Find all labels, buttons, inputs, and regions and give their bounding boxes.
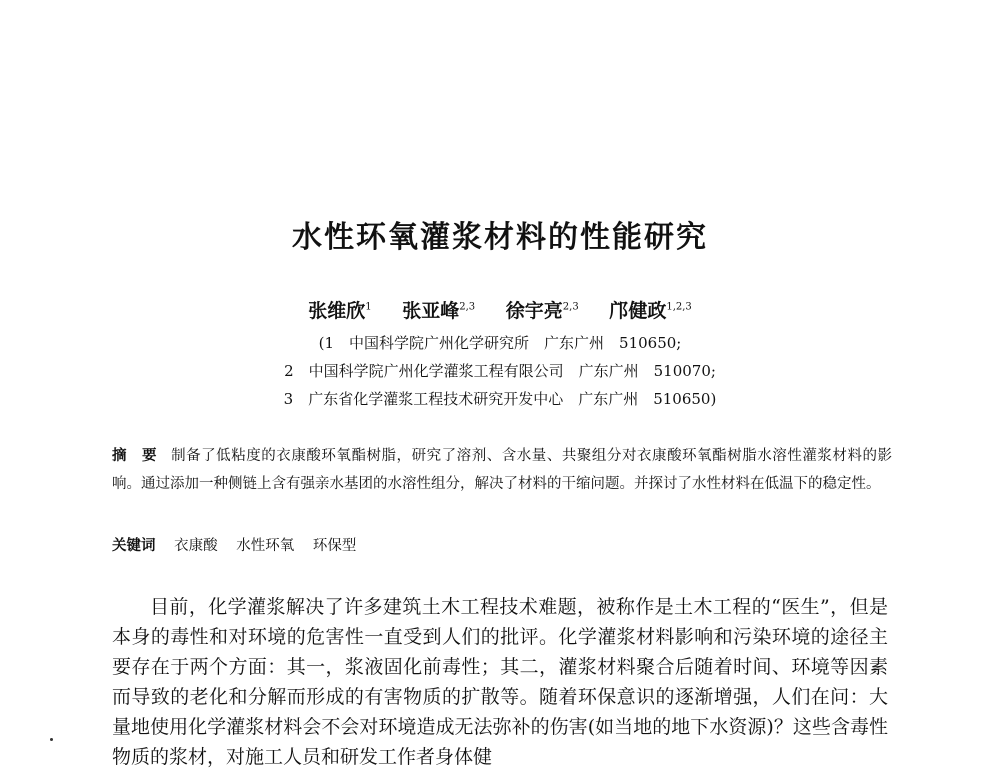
affiliation-1: (1 中国科学院广州化学研究所 广东广州 510650; [318,334,682,352]
keyword: 水性环氧 [236,538,295,554]
page-mark [50,738,53,741]
keywords-label: 关键词 [112,538,156,554]
affiliation-2: 2 中国科学院广州化学灌浆工程有限公司 广东广州 510070; [284,362,716,380]
author: 邝健政$^{1,2,3}$ [609,300,692,322]
abstract [112,442,892,498]
author-list [0,296,1000,323]
affiliation-3: 3 广东省化学灌浆工程技术研究开发中心 广东广州 510650) [283,390,717,408]
abstract-text: 制备了低粘度的衣康酸环氧酯树脂，研究了溶剂、含水量、共聚组分对衣康酸环氧酯树脂水溶性灌浆材料的影响。通过添加一种侧链上含有强亲水基团的水溶性组分，解决了材料的干缩问题。并探讨了水性材料在低温下的稳定性。 [112,448,892,492]
author: 张维欣$^1$ [308,300,372,322]
abstract-label: 摘 要 [112,448,158,464]
keyword: 环保型 [312,538,357,554]
keyword: 衣康酸 [174,538,218,554]
author: 张亚峰$^{2,3}$ [402,300,476,322]
author: 徐宇亮$^{2,3}$ [505,300,579,322]
keywords [112,532,892,560]
paper-title: 水性环氧灌浆材料的性能研究 [292,220,708,255]
body-paragraph: 目前，化学灌浆解决了许多建筑土木工程技术难题，被称作是土木工程的“医生”，但是本身的毒性和对环境的危害性一直受到人们的批评。化学灌浆材料影响和污染环境的途径主要存在于两个方面：其一，浆液固化前毒性；其二，灌浆材料聚合后随着时间、环境等因素而导致的老化和分解而形成的有害物质的扩散等。随着环保意识的逐渐增强，人们在问：大量地使用化学灌浆材料会不会对环境造成无法弥补的伤害(如当地的地下水资源)？这些含毒性物质的浆材，对施工人员和研发工作者身体健 [112,596,888,768]
